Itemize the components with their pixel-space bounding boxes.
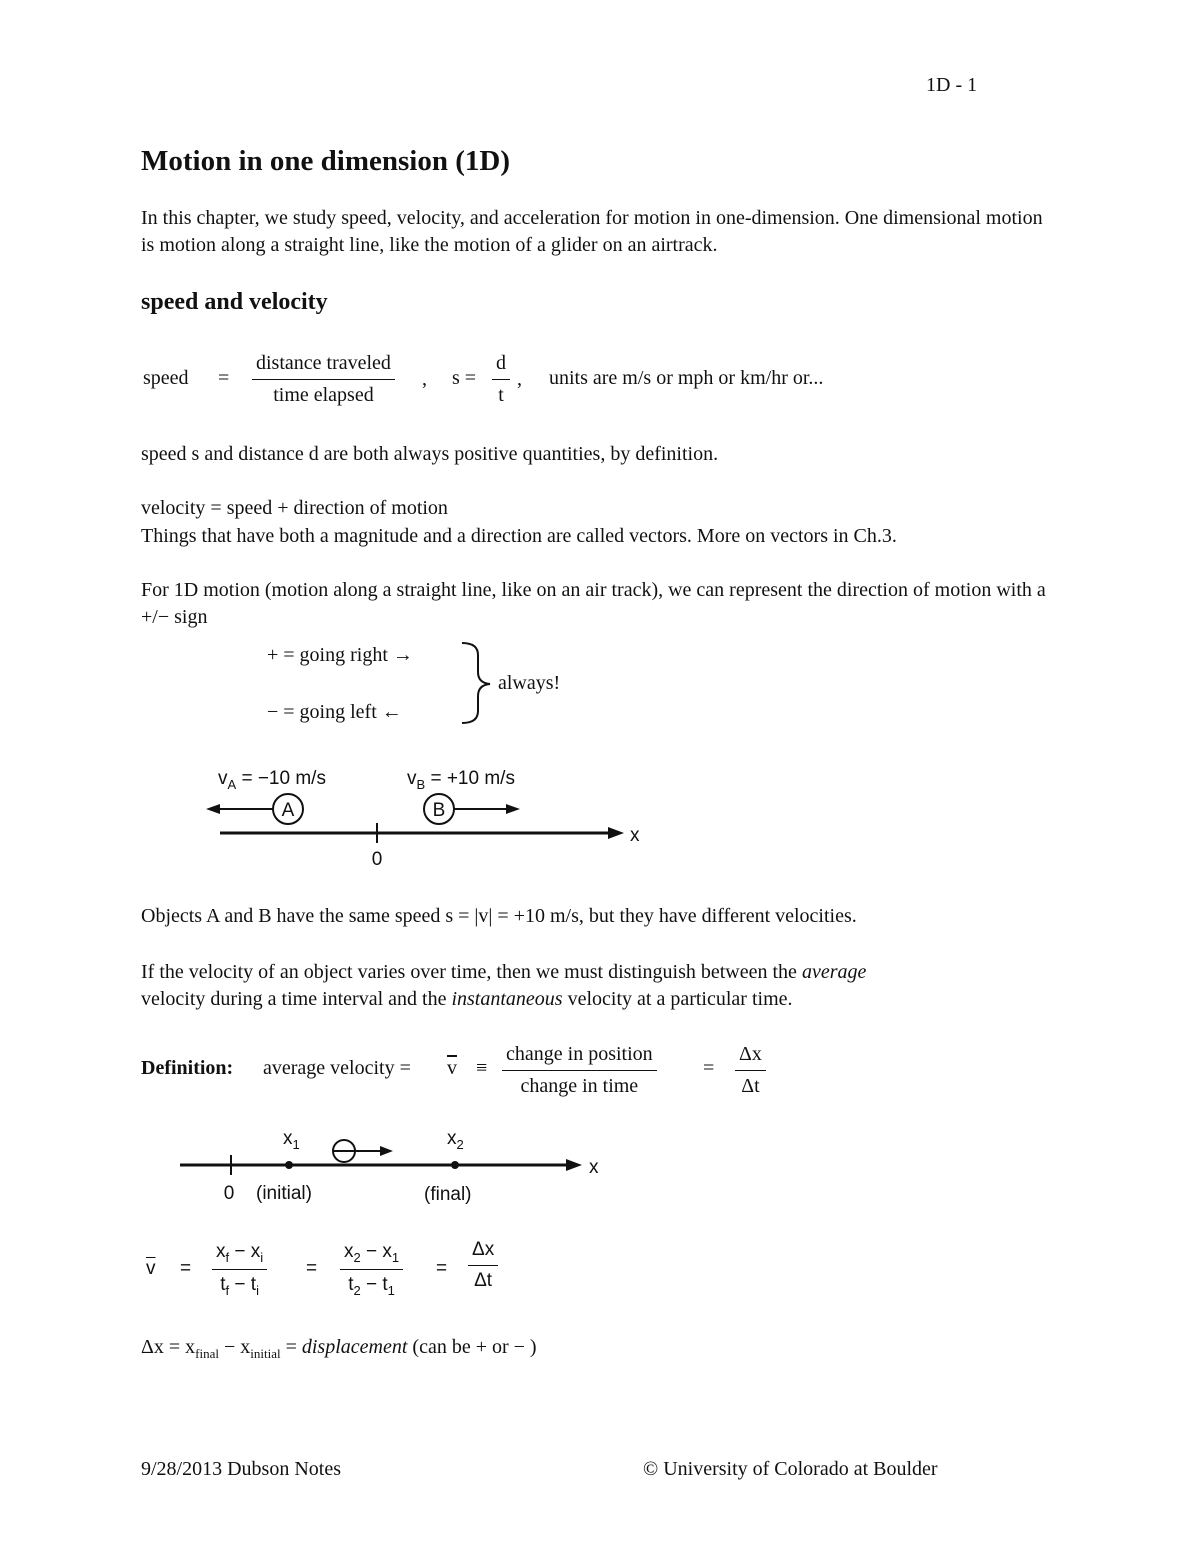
fraction-numerator: $x_2 - x_1$: [340, 1241, 403, 1270]
x1-point: [285, 1161, 293, 1169]
x2-point: [451, 1161, 459, 1169]
fraction-denominator: Δt: [741, 1075, 760, 1097]
fraction-numerator: Δx: [468, 1239, 498, 1266]
vB-label: $v_B = +10$ m/s: [407, 768, 515, 792]
comma: ,: [517, 368, 522, 390]
displacement-definition: $\Delta x = x_{final} - x_{initial}$ = displacement (can be + or − ): [141, 1336, 537, 1361]
equals-sign: =: [306, 1258, 318, 1279]
v-bar: $\overline{v}$: [146, 1258, 156, 1279]
axis-label-x: x: [630, 825, 640, 846]
fraction-numerator: $x_f - x_i$: [212, 1241, 267, 1270]
section-heading-speed: speed and velocity: [141, 289, 328, 315]
speed-word: speed: [143, 367, 189, 389]
s-equals: s =: [452, 367, 477, 389]
units-text: units are m/s or mph or km/hr or...: [549, 367, 824, 389]
fraction-numerator: change in position: [502, 1043, 657, 1071]
velocity-definition: velocity = speed + direction of motion: [141, 497, 448, 519]
definition-text: average velocity =: [263, 1057, 411, 1079]
fraction-denominator: $t_f - t_i$: [220, 1273, 259, 1298]
positive-note: speed s and distance d are both always positive quantities, by definition.: [141, 443, 719, 465]
fraction-numerator: d: [492, 352, 510, 380]
initial-label: (initial): [256, 1183, 312, 1204]
axis-label-x: x: [589, 1157, 599, 1178]
instantaneous-emph: instantaneous: [451, 988, 563, 1010]
origin-label: 0: [371, 849, 383, 870]
x-axis-arrowhead: [566, 1159, 582, 1171]
fraction-denominator: time elapsed: [273, 384, 374, 406]
object-a-label: A: [281, 800, 295, 821]
fraction-denominator: $t_2 - t_1$: [348, 1273, 395, 1298]
final-label: (final): [424, 1184, 472, 1205]
v-bar: $\overline{v}$: [447, 1057, 457, 1079]
fraction-numerator: distance traveled: [252, 352, 395, 380]
definition-label: Definition:: [141, 1057, 234, 1079]
origin-label: 0: [223, 1183, 235, 1204]
plus-going-right: + = going right →: [267, 644, 413, 666]
page-title: Motion in one dimension (1D): [141, 145, 510, 177]
minus-going-left: − = going left ←: [267, 701, 402, 723]
equals-sign: =: [180, 1258, 192, 1279]
equiv-sign: ≡: [476, 1057, 488, 1079]
footer-left: 9/28/2013 Dubson Notes: [141, 1458, 341, 1480]
fraction-numerator: Δx: [735, 1043, 766, 1071]
vA-label: $v_A = -10$ m/s: [218, 768, 326, 792]
always-label: always!: [498, 672, 561, 694]
average-emph: average: [801, 961, 867, 983]
average-intro: If the velocity of an object varies over time, then we must distinguish between the average velocity during a time interval and the instantaneous velocity at a particular time.: [141, 961, 867, 1010]
intro-paragraph: In this chapter, we study speed, velocity, and acceleration for motion in one-dimension. One dimensional motion is motion along a straight line, like the motion of a glider on an airtrack.: [141, 207, 1043, 256]
equals-sign: =: [703, 1057, 715, 1079]
comma: ,: [422, 368, 427, 390]
fraction-denominator: t: [498, 384, 504, 406]
x2-label: $x_2$: [447, 1128, 464, 1152]
object-b-label: B: [432, 800, 446, 821]
fraction-denominator: Δt: [474, 1270, 493, 1291]
fraction-denominator: change in time: [520, 1075, 639, 1097]
displacement-word: displacement: [301, 1336, 408, 1358]
equals-sign: =: [436, 1258, 448, 1279]
velocity-arrowhead: [380, 1146, 393, 1156]
fraction-delta: [468, 1239, 498, 1292]
same-speed-note: Objects A and B have the same speed s = |v| = +10 m/s, but they have different velocities.: [141, 905, 857, 927]
page-number: 1D - 1: [926, 74, 978, 96]
x1-label: $x_1$: [283, 1128, 300, 1152]
fraction-f-i: [212, 1241, 267, 1298]
equals-sign: =: [218, 367, 230, 389]
footer-right: © University of Colorado at Boulder: [643, 1458, 938, 1480]
fraction-2-1: [340, 1241, 403, 1298]
sign-intro: For 1D motion (motion along a straight line, like on an air track), we can represent the direction of motion with a +/− sign: [141, 579, 1046, 628]
vectors-note: Things that have both a magnitude and a direction are called vectors. More on vectors in Ch.3.: [141, 525, 897, 547]
